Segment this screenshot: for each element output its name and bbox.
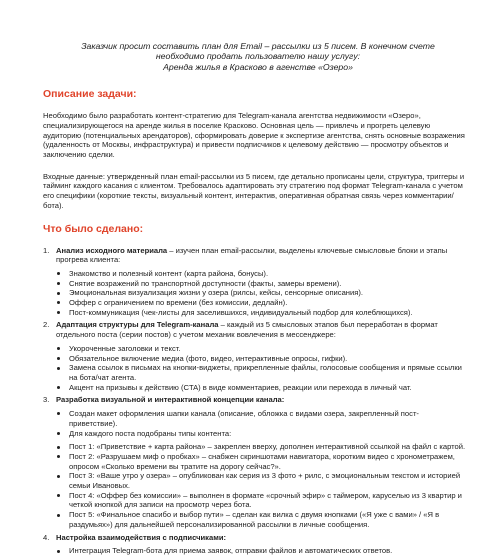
step-item xyxy=(43,533,467,556)
post-item: Пост 2: «Разрушаем миф о пробках» – снабжен скриншотами навигатора, коротким видео с хронометражем, опросом «Сколько времени вы тратите на дорогу сейчас?». xyxy=(56,452,467,471)
bullet-icon xyxy=(57,367,60,370)
bullet-icon xyxy=(57,475,60,478)
step-number: 1. xyxy=(43,245,50,255)
bullet-icon xyxy=(57,494,60,497)
list-item: Снятие возражений по транспортной доступности (факты, замеры времени). xyxy=(56,279,467,289)
list-item: Укороченные заголовки и текст. xyxy=(56,344,467,354)
step-heading: Анализ исходного материала xyxy=(56,245,168,255)
intro-line-3: Аренда жилья в Красково в агенстве «Озеро» xyxy=(163,61,353,72)
task-paragraph-2: Входные данные: утвержденный план email-рассылки из 5 писем, где детально прописаны цели, структура, триггеры и тайминг каждого касания с клиентом. Требовалось адаптировать эту стратегию под формат Telegram-канала с учетом его специфики (короткие тексты, визуальный контент, интерактив, оперативная обратная связь через комментарии/бота). xyxy=(43,171,465,210)
bullet-icon xyxy=(57,292,60,295)
bullet-icon xyxy=(57,347,60,350)
intro-block xyxy=(43,41,467,72)
list-item: Оффер с ограничением по времени (без комиссии, дедлайн). xyxy=(56,298,467,308)
post-item: Пост 4: «Оффер без комиссии» – выполнен в формате «срочный эфир» с таймером, каруселью из 3 квартир и четкой кнопкой для записи на просмотр через бота. xyxy=(56,491,467,510)
post-item: Пост 5: «Финальное спасибо и выбор пути» – сделан как вилка с двумя кнопками («Я уже с вами» / «Я в раздумьях») для дальнейшей персонализированной рассылки в личные сообщения. xyxy=(56,510,467,529)
task-paragraph-1: Необходимо было разработать контент-стратегию для Telegram-канала агентства недвижимости «Озеро», специализирующегося на аренде жилья в поселке Красково. Основная цель — привлечь и прогреть целевую аудиторию (потенциальных арендаторов), сформировать доверие к экспертизе агентства, снять основные возражения (удаленность от Москвы, инфраструктура) и привести подписчиков к целевому действию — просмотру объектов и заключению сделки. xyxy=(43,111,465,160)
intro-line-1: Заказчик просит составить план для Email – рассылки из 5 писем. В конечном счете xyxy=(81,41,435,51)
bullet-icon xyxy=(57,455,60,458)
list-item: Интеграция Telegram-бота для приема заявок, отправки файлов и автоматических ответов. xyxy=(56,546,467,556)
bullet-icon xyxy=(57,412,60,415)
bullet-list xyxy=(56,344,467,393)
step-heading: Настройка взаимодействия с подписчиками: xyxy=(56,532,227,542)
step-number: 2. xyxy=(43,320,50,330)
list-item: Обязательное включение медиа (фото, видео, интерактивные опросы, гифки). xyxy=(56,354,467,364)
bullet-icon xyxy=(57,386,60,389)
bullet-icon xyxy=(57,282,60,285)
step-text: – изучен план email-рассылки, выделены ключевые смысловые блоки и этапы прогрева клиента: xyxy=(56,245,448,265)
intro-line-2: необходимо продать пользователю нашу услугу: xyxy=(155,51,361,62)
step-heading: Разработка визуальной и интерактивной концепции канала: xyxy=(56,395,285,405)
post-item: Пост 1: «Приветствие + карта района» – закреплен вверху, дополнен интерактивной ссылкой на файл с картой. xyxy=(56,442,467,452)
bullet-list xyxy=(56,269,467,318)
bullet-list xyxy=(56,546,467,556)
bullet-icon xyxy=(57,432,60,435)
steps-list xyxy=(43,246,467,556)
bullet-icon xyxy=(57,311,60,314)
bullet-icon xyxy=(57,446,60,449)
list-item: Эмоциональная визуализация жизни у озера (рилсы, кейсы, сенсорные описания). xyxy=(56,288,467,298)
step-item xyxy=(43,246,467,318)
bullet-icon xyxy=(57,514,60,517)
step-text: – каждый из 5 смысловых этапов был переработан в формат отдельного поста (серии постов) с учетом механик вовлечения в мессенджере: xyxy=(56,320,438,340)
step-number: 4. xyxy=(43,532,50,542)
task-section-title: Описание задачи: xyxy=(43,88,137,101)
bullet-icon xyxy=(57,550,60,553)
done-section-title: Что было сделано: xyxy=(43,222,144,235)
list-item: Для каждого поста подобраны типы контента: xyxy=(56,429,467,439)
bullet-icon xyxy=(57,272,60,275)
bullet-icon xyxy=(57,357,60,360)
list-item: Создан макет оформления шапки канала (описание, обложка с видами озера, закрепленный пост-приветствие). xyxy=(56,409,467,428)
step-item xyxy=(43,395,467,529)
step-heading: Адаптация структуры для Telegram-канала xyxy=(56,320,219,330)
list-item: Акцент на призывы к действию (CTA) в виде комментариев, реакции или перехода в личный чат. xyxy=(56,383,467,393)
list-item: Замена ссылок в письмах на кнопки-виджеты, прикрепленные файлы, голосовые сообщения и прямые ссылки на бота/чат агента. xyxy=(56,363,467,382)
bullet-list xyxy=(56,409,467,529)
post-item: Пост 3: «Ваше утро у озера» – опубликован как серия из 3 фото + рилс, с эмоциональным текстом и историей семьи Ивановых. xyxy=(56,471,467,490)
list-item: Пост-коммуникация (чек-листы для заселившихся, индивидуальный подбор для колеблющихся). xyxy=(56,308,467,318)
step-item xyxy=(43,320,467,392)
list-item: Знакомство и полезный контент (карта района, бонусы). xyxy=(56,269,467,279)
step-number: 3. xyxy=(43,395,50,405)
bullet-icon xyxy=(57,301,60,304)
